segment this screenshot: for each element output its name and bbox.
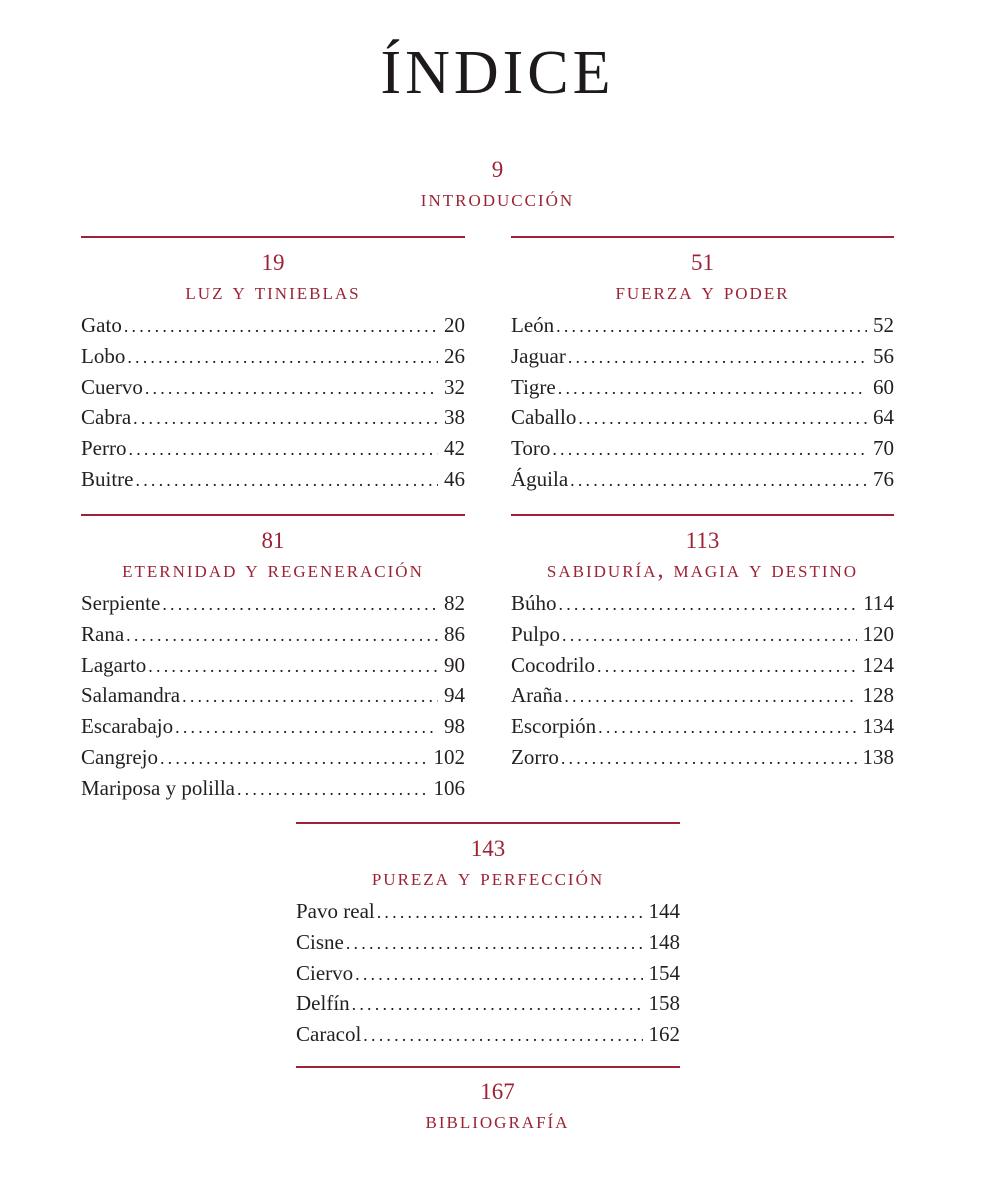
toc-entry[interactable] [511, 372, 894, 403]
section-title[interactable]: fuerza y poder [615, 279, 790, 305]
section-page-number: 113 [685, 528, 720, 553]
toc-entry[interactable] [296, 927, 680, 958]
entry-name: Escarabajo [81, 714, 174, 739]
dot-leader [352, 989, 643, 1020]
toc-entry[interactable] [81, 341, 465, 372]
section-page-number: 19 [261, 250, 285, 275]
toc-entry[interactable] [81, 773, 465, 804]
entry-page-number: 90 [444, 652, 465, 677]
dot-leader [160, 743, 428, 774]
entry-page-number: 82 [444, 591, 465, 615]
dot-leader [363, 1020, 642, 1051]
toc-entry[interactable] [511, 310, 894, 341]
toc-entry[interactable] [511, 711, 894, 742]
toc-entry[interactable] [511, 742, 894, 773]
entry-name: Pulpo [511, 621, 561, 646]
entry-name: Caracol [296, 1022, 362, 1047]
toc-entry[interactable] [296, 1019, 680, 1050]
entry-name: Salamandra [81, 683, 181, 708]
entry-page-number: 38 [444, 405, 465, 430]
entry-page-number: 148 [648, 929, 680, 954]
dot-leader [346, 928, 643, 959]
entry-name: Escorpión [511, 714, 597, 739]
dot-leader [124, 311, 438, 342]
entry-name: Zorro [511, 744, 559, 769]
dot-leader [564, 681, 856, 712]
dot-leader [377, 897, 643, 928]
entry-name: Cisne [296, 929, 344, 954]
entry-name: Lobo [81, 343, 126, 368]
dot-leader [145, 373, 438, 404]
section-title[interactable]: luz y tinieblas [185, 279, 361, 305]
toc-entry[interactable] [296, 958, 680, 989]
toc-entry[interactable] [511, 402, 894, 433]
toc-entry[interactable] [81, 372, 465, 403]
toc-entry[interactable] [81, 588, 465, 619]
section-divider [81, 236, 465, 238]
dot-leader [162, 589, 438, 620]
toc-entry[interactable] [511, 588, 894, 619]
entry-name: Toro [511, 436, 551, 461]
entry-name: Rana [81, 621, 125, 646]
section-heading [296, 835, 680, 893]
intro-title[interactable]: introducción [420, 186, 575, 212]
entry-page-number: 52 [873, 313, 894, 337]
entry-page-number: 138 [862, 744, 894, 769]
section-heading [81, 249, 465, 307]
entry-list [81, 310, 465, 495]
dot-leader [175, 712, 438, 743]
entry-page-number: 98 [444, 714, 465, 739]
toc-entry[interactable] [511, 680, 894, 711]
section-title[interactable]: eternidad y regeneración [122, 557, 424, 583]
section-divider [511, 236, 894, 238]
bibliography-title[interactable]: bibliografía [425, 1108, 570, 1134]
entry-name: Lagarto [81, 652, 147, 677]
entry-name: Gato [81, 313, 122, 337]
dot-leader [570, 465, 867, 496]
dot-leader [559, 589, 858, 620]
page-title: ÍNDICE [380, 39, 615, 107]
section-page-number: 143 [470, 836, 506, 861]
bibliography-heading [0, 1078, 995, 1136]
dot-leader [562, 620, 856, 651]
bibliography-page-number: 167 [480, 1079, 515, 1104]
entry-name: León [511, 313, 555, 337]
section-eternidad-y-regeneracion [81, 514, 465, 804]
dot-leader [237, 774, 428, 805]
dot-leader [182, 681, 438, 712]
section-sabiduria-magia-y-destino [511, 514, 894, 773]
toc-entry[interactable] [511, 433, 894, 464]
section-page-number: 81 [261, 528, 285, 553]
section-luz-y-tinieblas [81, 236, 465, 495]
entry-name: Cuervo [81, 374, 143, 399]
entry-name: Perro [81, 436, 127, 461]
entry-page-number: 94 [444, 683, 465, 708]
entry-page-number: 106 [433, 775, 465, 800]
section-pureza-y-perfeccion [296, 822, 680, 1050]
entry-list [511, 588, 894, 773]
entry-page-number: 144 [648, 899, 680, 923]
section-heading [81, 527, 465, 585]
dot-leader [355, 959, 642, 990]
entry-name: Tigre [511, 374, 556, 399]
dot-leader [558, 373, 867, 404]
dot-leader [126, 620, 438, 651]
dot-leader [133, 403, 438, 434]
entry-page-number: 134 [862, 714, 894, 739]
entry-name: Cabra [81, 405, 132, 430]
entry-name: Caballo [511, 405, 577, 430]
entry-page-number: 42 [444, 436, 465, 461]
entry-page-number: 86 [444, 621, 465, 646]
entry-name: Cocodrilo [511, 652, 595, 677]
dot-leader [556, 311, 867, 342]
entry-page-number: 56 [873, 343, 894, 368]
dot-leader [136, 465, 439, 496]
dot-leader [598, 712, 856, 743]
entry-page-number: 128 [862, 683, 894, 708]
toc-entry[interactable] [81, 464, 465, 495]
section-page-number: 51 [691, 250, 714, 275]
toc-entry[interactable] [81, 711, 465, 742]
entry-page-number: 120 [862, 621, 894, 646]
dot-leader [129, 434, 439, 465]
section-heading [511, 527, 894, 585]
toc-entry[interactable] [81, 650, 465, 681]
entry-page-number: 154 [648, 960, 680, 985]
toc-entry[interactable] [81, 402, 465, 433]
entry-name: Cangrejo [81, 744, 158, 769]
entry-name: Ciervo [296, 960, 354, 985]
entry-page-number: 162 [648, 1022, 680, 1047]
entry-name: Delfín [296, 991, 350, 1016]
entry-page-number: 102 [433, 744, 465, 769]
section-fuerza-y-poder [511, 236, 894, 495]
toc-entry[interactable] [81, 310, 465, 341]
section-title[interactable]: sabiduría, magia y destino [546, 557, 859, 583]
dot-leader [578, 403, 867, 434]
bibliography-divider [296, 1066, 680, 1068]
entry-page-number: 76 [873, 466, 894, 491]
entry-page-number: 26 [444, 343, 465, 368]
entry-page-number: 20 [444, 313, 465, 337]
entry-list [81, 588, 465, 804]
entry-name: Buitre [81, 466, 134, 491]
dot-leader [552, 434, 867, 465]
dot-leader [568, 342, 867, 373]
entry-page-number: 158 [648, 991, 680, 1016]
dot-leader [561, 743, 857, 774]
entry-page-number: 70 [873, 436, 894, 461]
entry-name: Pavo real [296, 899, 375, 923]
toc-entry[interactable] [511, 650, 894, 681]
entry-name: Jaguar [511, 343, 566, 368]
entry-page-number: 114 [863, 591, 894, 615]
entry-list [296, 896, 680, 1050]
toc-entry[interactable] [81, 680, 465, 711]
entry-page-number: 46 [444, 466, 465, 491]
toc-entry[interactable] [511, 619, 894, 650]
entry-list [511, 310, 894, 495]
dot-leader [597, 651, 857, 682]
intro-heading [0, 156, 995, 214]
entry-name: Araña [511, 683, 563, 708]
section-heading [511, 249, 894, 307]
entry-name: Mariposa y polilla [81, 775, 235, 800]
dot-leader [127, 342, 438, 373]
entry-page-number: 60 [873, 374, 894, 399]
entry-page-number: 124 [862, 652, 894, 677]
section-title[interactable]: pureza y perfección [371, 865, 605, 891]
toc-entry[interactable] [296, 896, 680, 927]
entry-page-number: 64 [873, 405, 894, 430]
toc-entry[interactable] [81, 619, 465, 650]
entry-name: Búho [511, 591, 557, 615]
section-divider [511, 514, 894, 516]
entry-name: Águila [511, 466, 569, 491]
toc-entry[interactable] [296, 988, 680, 1019]
entry-name: Serpiente [81, 591, 161, 615]
entry-page-number: 32 [444, 374, 465, 399]
intro-page-number: 9 [491, 157, 504, 182]
toc-entry[interactable] [81, 433, 465, 464]
section-divider [296, 822, 680, 824]
section-divider [81, 514, 465, 516]
toc-entry[interactable] [511, 464, 894, 495]
dot-leader [148, 651, 438, 682]
toc-entry[interactable] [511, 341, 894, 372]
toc-entry[interactable] [81, 742, 465, 773]
